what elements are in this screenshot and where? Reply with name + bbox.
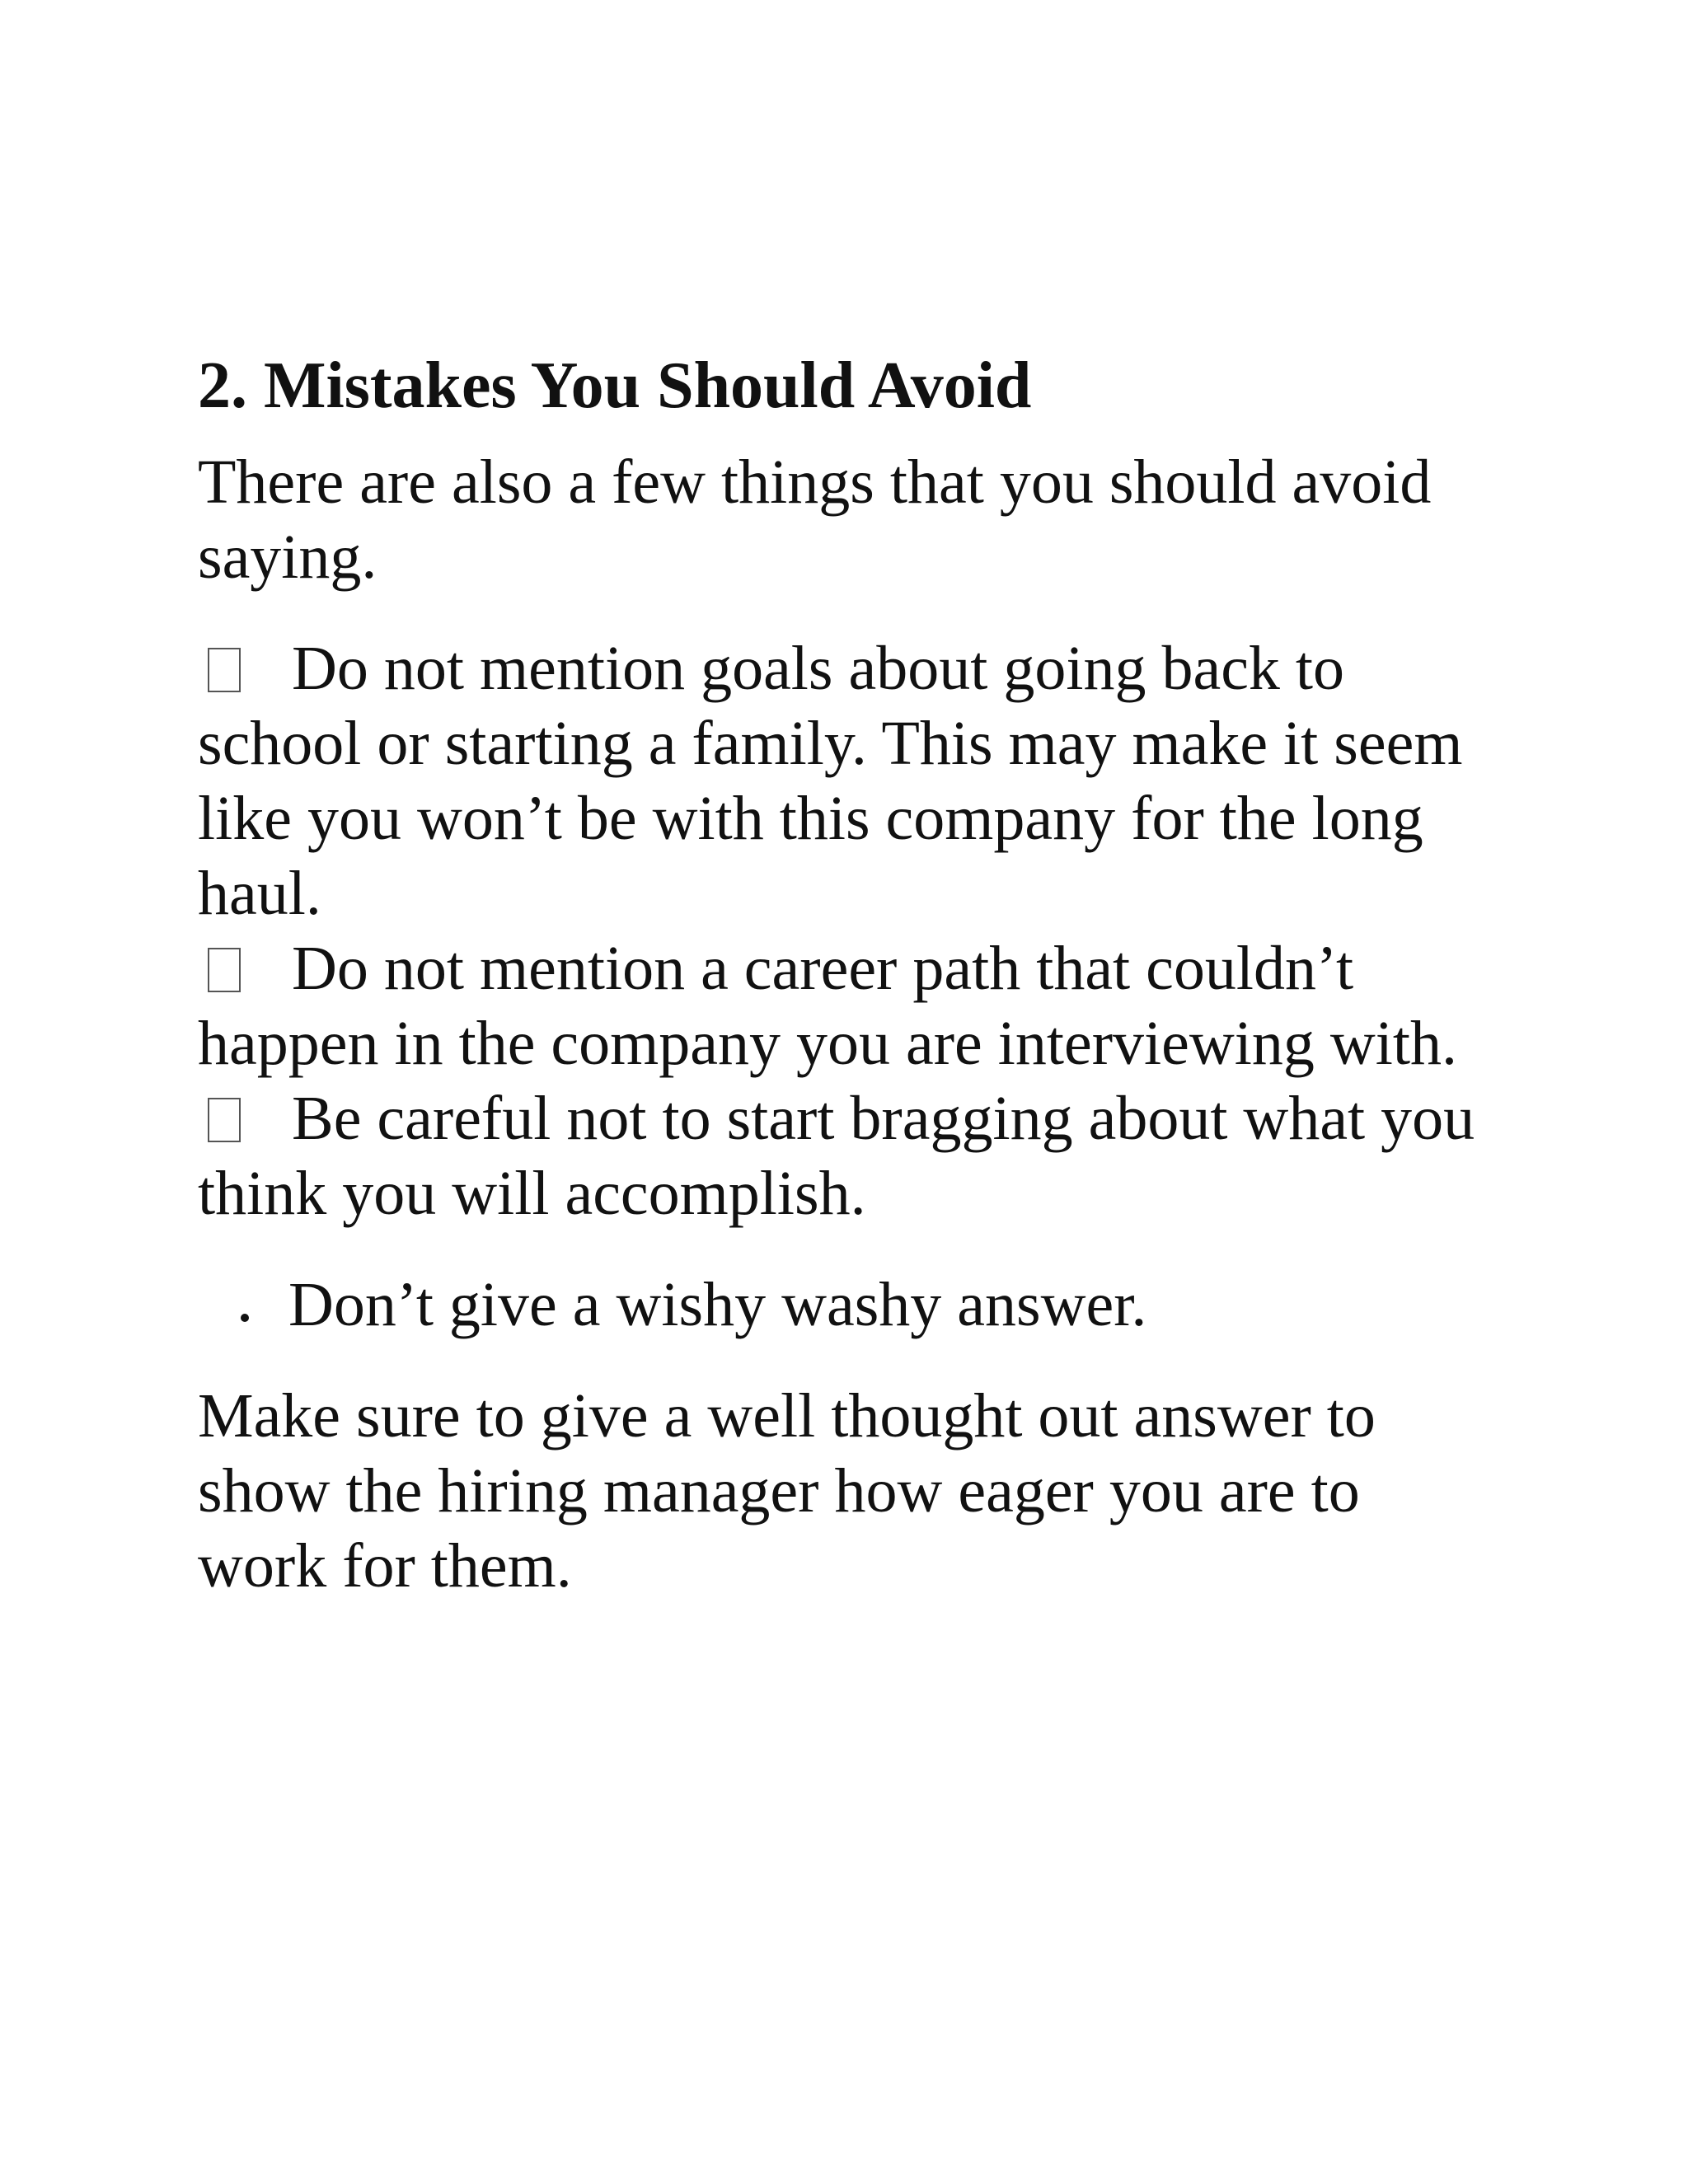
- empty-box-glyph-icon: [208, 1098, 241, 1142]
- checkbox-list: [198, 631, 1484, 1231]
- closing-paragraph: Make sure to give a well thought out answer to show the hiring manager how eager you are to work for them.: [198, 1381, 1376, 1601]
- bullet-dot-icon: [241, 1314, 249, 1322]
- empty-box-glyph-icon: [208, 948, 241, 992]
- section-heading: 2. Mistakes You Should Avoid: [198, 349, 1032, 422]
- list-item-text: Do not mention a career path that couldn’t happen in the company you are interviewing with.: [198, 934, 1458, 1078]
- list-item: [198, 1081, 1484, 1231]
- list-item-text: Do not mention goals about going back to school or starting a family. This may make it seem like you won’t be with this company for the long haul.: [198, 634, 1463, 928]
- bullet-item: [198, 1268, 1484, 1343]
- bullet-item-text: Don’t give a wishy washy answer.: [288, 1270, 1147, 1339]
- list-item: [198, 631, 1484, 931]
- empty-box-glyph-icon: [208, 648, 241, 692]
- intro-paragraph: There are also a few things that you should avoid saying.: [198, 448, 1432, 592]
- list-item-text: Be careful not to start bragging about what you think you will accomplish.: [198, 1084, 1475, 1228]
- page-content: [198, 346, 1484, 1604]
- list-item: [198, 931, 1484, 1081]
